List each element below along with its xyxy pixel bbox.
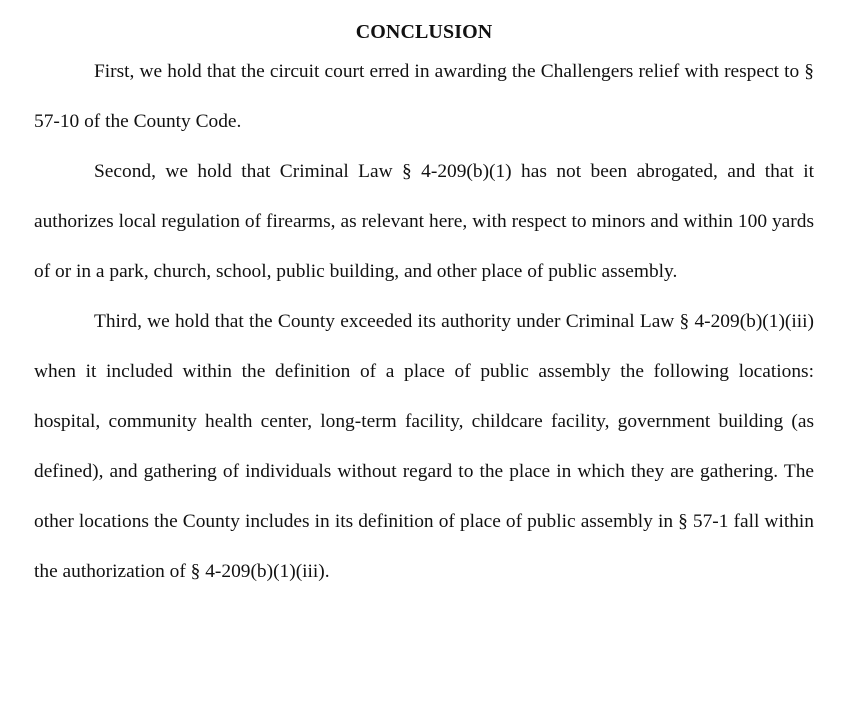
document-page	[34, 18, 814, 597]
paragraph-second-holding: Second, we hold that Criminal Law § 4-209(b)(1) has not been abrogated, and that it authorizes local regulation of firearms, as relevant here, with respect to minors and within 100 yards of or in a park, church, school, public building, and other place of public assembly.	[34, 161, 814, 282]
section-heading: CONCLUSION	[355, 21, 493, 43]
paragraph-first-holding: First, we hold that the circuit court erred in awarding the Challengers relief with respect to § 57-10 of the County Code.	[34, 61, 814, 132]
paragraph-third-holding: Third, we hold that the County exceeded its authority under Criminal Law § 4-209(b)(1)(iii) when it included within the definition of a place of public assembly the following locations: hospital, community health center, long-term facility, childcare facility, government building (as defined), and gathering of individuals without regard to the place in which they are gathering. The other locations the County includes in its definition of place of public assembly in § 57-1 fall within the authorization of § 4-209(b)(1)(iii).	[34, 311, 814, 582]
